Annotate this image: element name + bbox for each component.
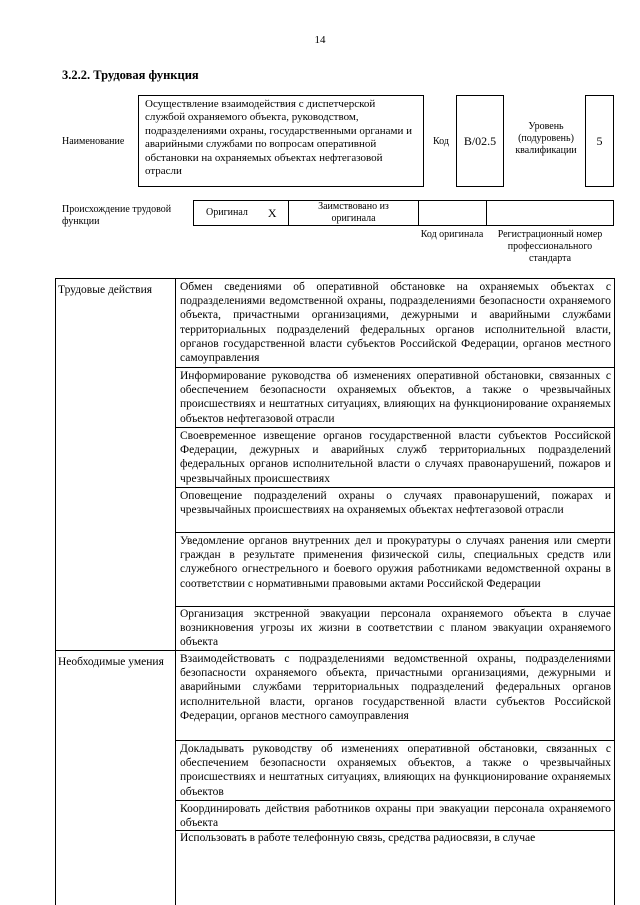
labor-action-item: Организация экстренной эвакуации персонала охраняемого объекта в случае возникновения угрозы их жизни в соответствии с планом эвакуации охраняемого объекта <box>180 608 611 649</box>
row-divider <box>175 532 615 533</box>
skills-label: Необходимые умения <box>58 656 164 668</box>
origin-code-cell <box>419 201 487 225</box>
skill-item: Использовать в работе телефонную связь, средства радиосвязи, в случае <box>180 832 536 844</box>
row-divider <box>175 487 615 488</box>
reg-number-cell <box>487 201 613 225</box>
code-label: Код <box>433 136 449 147</box>
labor-action-item: Информирование руководства об изменениях оперативной обстановки, связанных с обеспечением безопасности охраняемых объектов, а также о чрезвычайных происшествиях и нештатных ситуациях, влияющих на функционирование охраняемых объектов нефтегазовой отрасли <box>180 370 611 425</box>
page-number: 14 <box>314 34 326 46</box>
row-divider <box>175 427 615 428</box>
origin-table <box>193 200 614 226</box>
code-caption: Код оригинала <box>420 229 484 240</box>
table-column-divider <box>175 278 176 905</box>
skill-item: Взаимодействовать с подразделениями ведомственной охраны, подразделениями безопасности охраняемого объекта, причастными организациями, дежурными и аварийными службами территориальных подразделений федеральных органов исполнительной власти, органов государственной власти субъектов Российской Федерации, органов местного самоуправления <box>180 653 611 722</box>
section-divider <box>55 650 615 651</box>
labor-action-item: Своевременное извещение органов государственной власти субъектов Российской Федерации, дежурных и аварийных служб территориальных подразделений федеральных органов исполнительной власти о случаях правонарушений, пожаров и чрезвычайных происшествиях <box>180 430 611 485</box>
row-divider <box>175 740 615 741</box>
row-divider <box>175 367 615 368</box>
level-value: 5 <box>585 95 614 187</box>
reg-caption: Регистрационный номер профессионального стандарта <box>497 229 603 264</box>
original-cell <box>194 201 289 225</box>
level-label: Уровень (подуровень) квалификации <box>515 121 577 156</box>
skill-item: Докладывать руководству об изменениях оперативной обстановки, связанных с обеспечением безопасности охраняемых объектов, а также о чрезвычайных происшествиях и нештатных ситуациях, влияющих на функционирование охраняемых объектов <box>180 743 611 798</box>
labor-actions-label: Трудовые действия <box>58 284 153 296</box>
original-mark: X <box>267 205 277 220</box>
origin-label: Происхождение трудовой функции <box>62 204 172 227</box>
section-title: 3.2.2. Трудовая функция <box>62 68 199 82</box>
original-label: Оригинал <box>206 207 248 218</box>
labor-action-item: Уведомление органов внутренних дел и прокуратуры о случаях ранения или смерти граждан в результате применения физической силы, специальных средств или служебного огнестрельного и боевого оружия работниками ведомственной охраны в соответствии с нормативными правовыми актами Российской Федерации <box>180 535 611 590</box>
skill-item: Координировать действия работников охраны при эвакуации персонала охраняемого объекта <box>180 803 611 830</box>
borrowed-label: Заимствовано из оригинала <box>318 201 389 224</box>
labor-action-item: Обмен сведениями об оперативной обстановке на охраняемых объектах с подразделениями ведомственной охраны, подразделениями безопасности охраняемого объекта, причастными организациями, дежурными и аварийными службами территориальных подразделений федеральных органов исполнительной власти, органов государственной власти субъектов Российской Федерации, органов местного самоуправления <box>180 281 611 365</box>
row-divider <box>175 800 615 801</box>
borrowed-cell <box>289 201 419 225</box>
function-name-box: Осуществление взаимодействия с диспетчерской службой охраняемого объекта, руководством, подразделениями охраны, государственными органами и аварийными службами по вопросам оперативной обстановки на охраняемых объектах нефтегазовой отрасли <box>138 95 424 187</box>
code-value: B/02.5 <box>456 95 504 187</box>
labor-action-item: Оповещение подразделений охраны о случаях правонарушений, пожарах и чрезвычайных происшествиях на охраняемых объектах нефтегазовой отрасли <box>180 490 611 517</box>
name-label: Наименование <box>62 136 125 147</box>
